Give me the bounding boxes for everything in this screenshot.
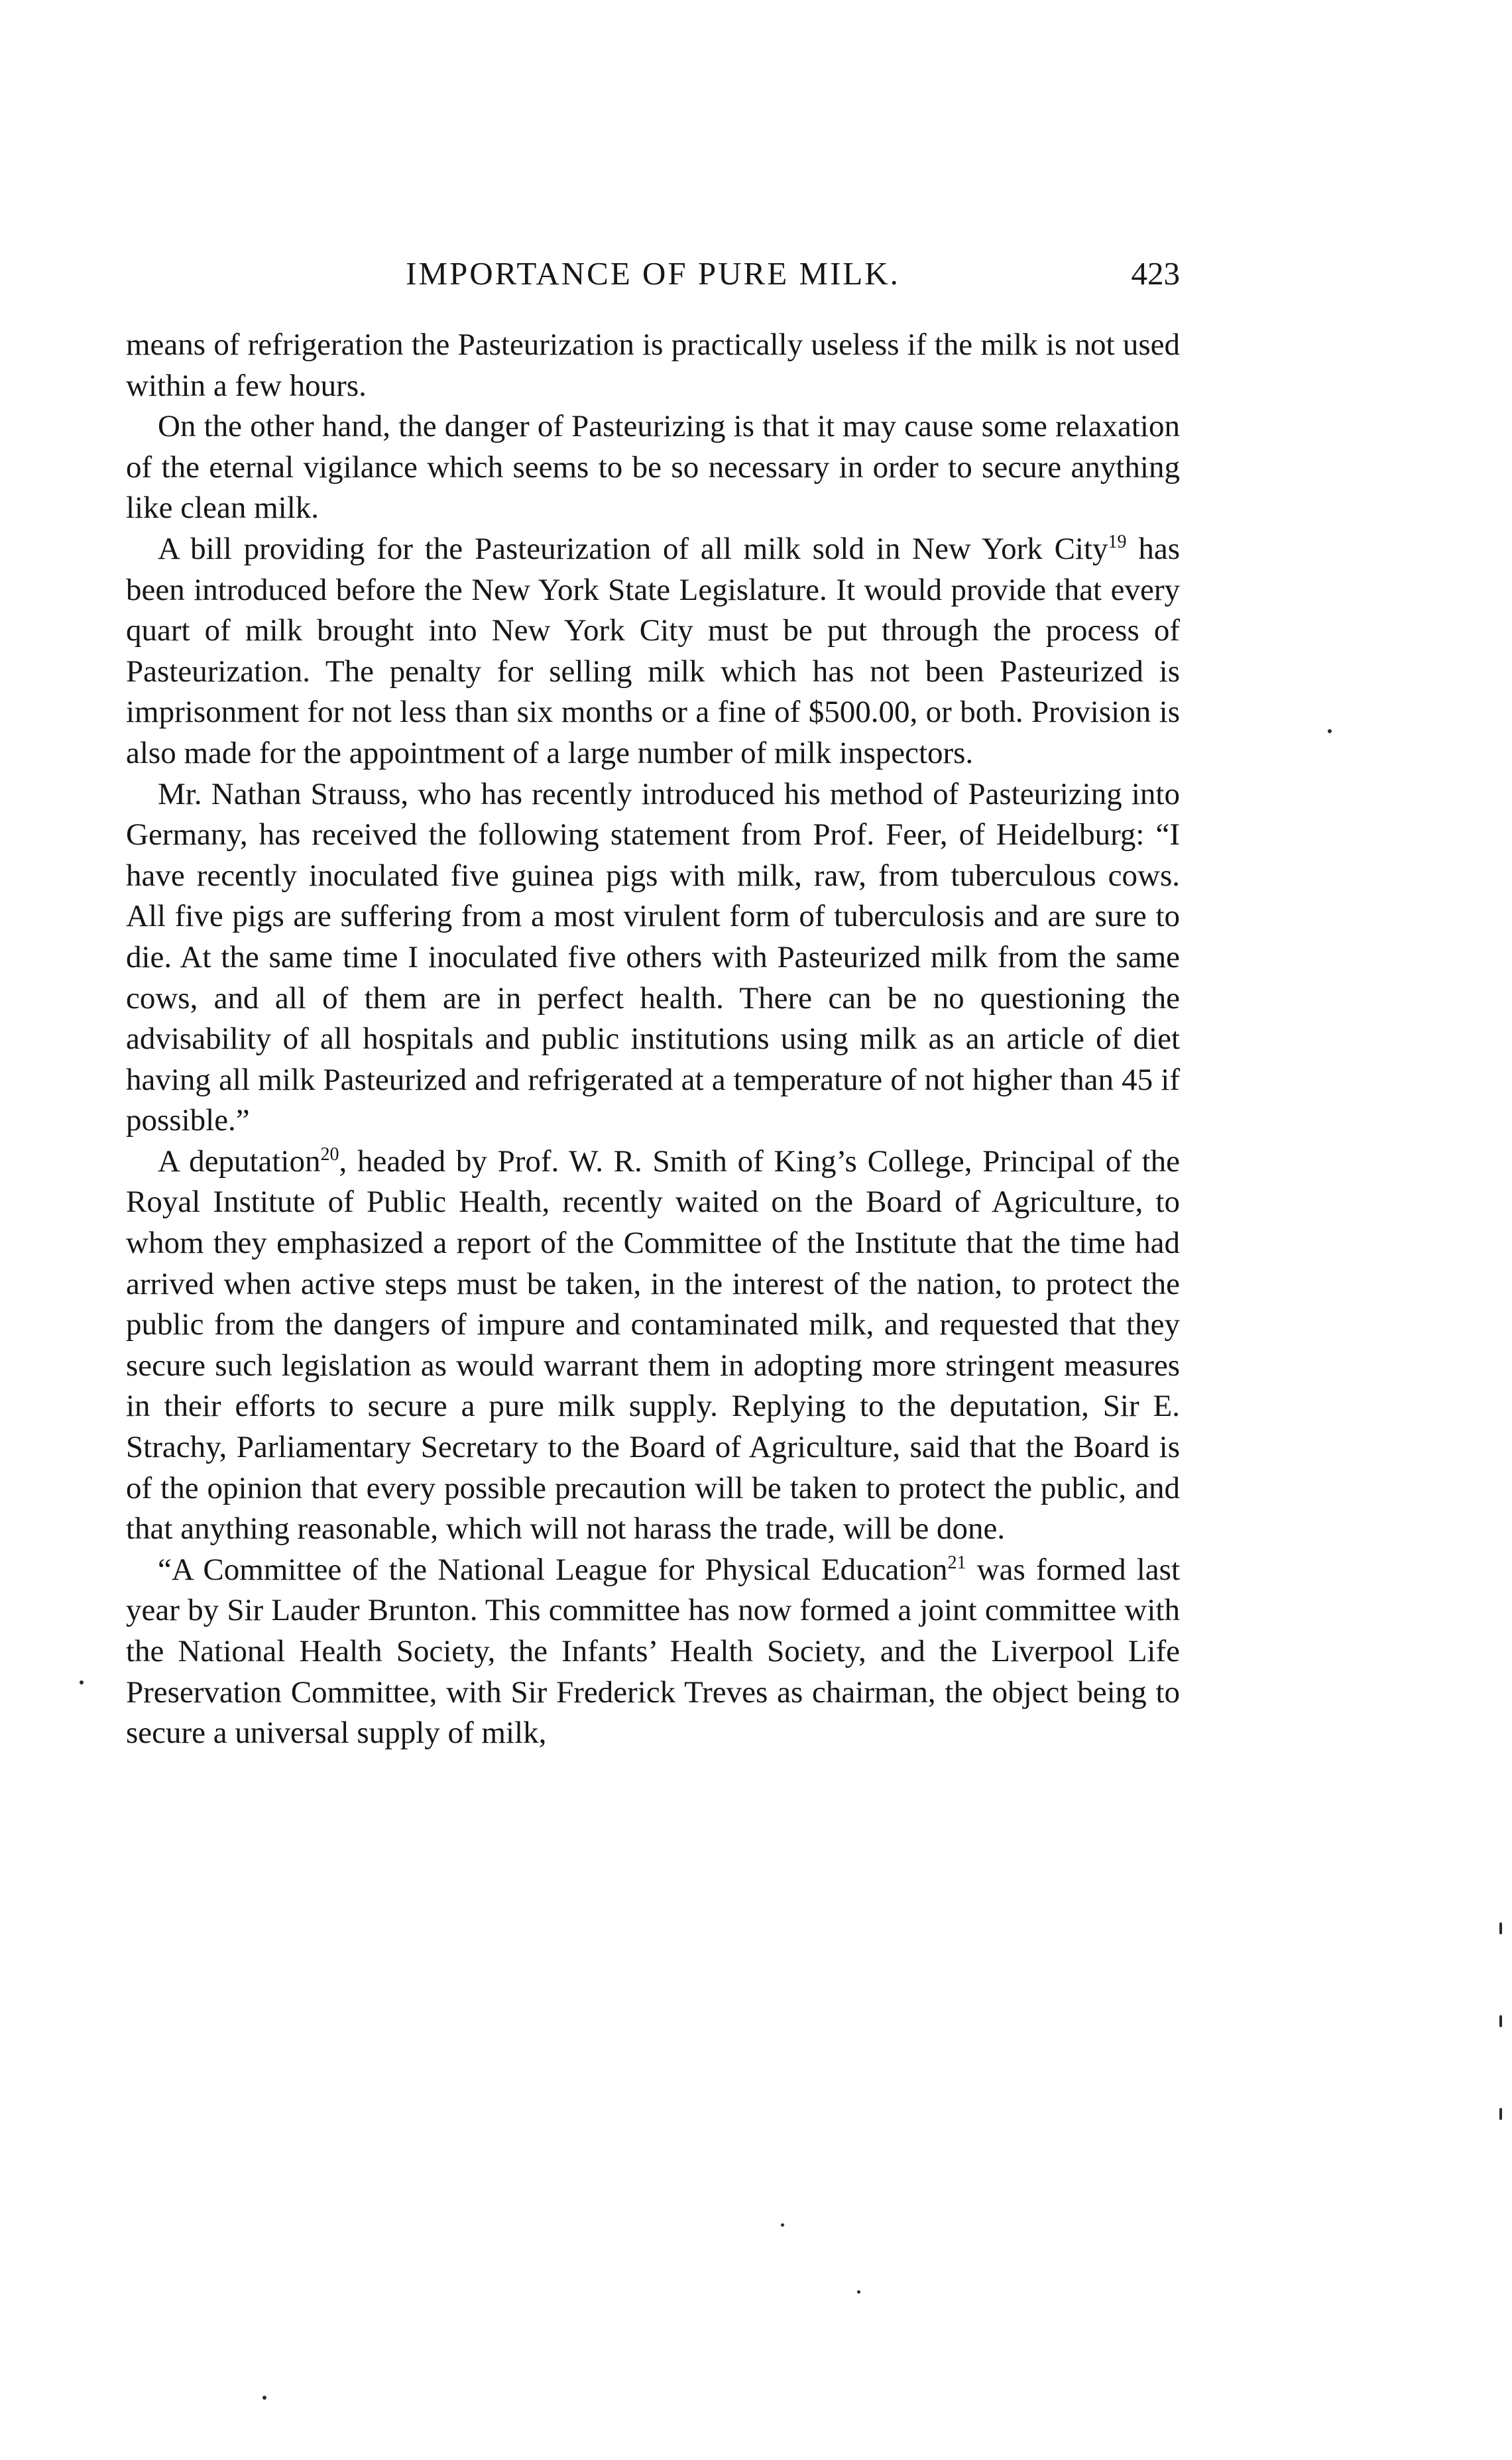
paragraph [126,325,1180,406]
footnote-reference: 20 [320,1143,339,1165]
page-header [126,251,1180,297]
scan-speck [1499,2108,1502,2120]
paragraph [126,529,1180,774]
body-text [126,325,1180,1754]
scan-speck [781,2223,784,2227]
scan-speck [1499,2015,1502,2027]
paragraph [126,1142,1180,1550]
paragraph-text: has been introduced before the New York State Legislature. It would provide that every quart of milk brought into New York City must be put through the process of Pasteurization. The penalty for selling milk which has not been Pasteurized is imprisonment for not less than six months or a fine of $500.00, or both. Provision is also made for the appointment of a large number of milk inspectors. [126,531,1180,770]
running-head: IMPORTANCE OF PURE MILK. [406,255,900,292]
paragraph-text: , headed by Prof. W. R. Smith of King’s College, Principal of the Royal Institute of Public Health, recently waited on the Board of Agriculture, to whom they emphasized a report of the Committee of the Institute that the time had arrived when active steps must be taken, in the interest of the nation, to protect the public from the dangers of impure and contaminated milk, and requested that they secure such legislation as would warrant them in adopting more stringent measures in their efforts to secure a pure milk supply. Replying to the deputation, Sir E. Strachy, Parliamentary Secretary to the Board of Agriculture, said that the Board is of the opinion that every possible precaution will be taken to protect the public, and that anything reasonable, which will not harass the trade, will be done. [126,1143,1181,1547]
scan-speck [1328,729,1332,733]
paragraph-text: A deputation [158,1143,321,1179]
paragraph [126,774,1180,1142]
paragraph-text: On the other hand, the danger of Pasteurizing is that it may cause some relaxation of the eternal vigilance which seems to be so necessary in order to secure anything like clean milk. [126,409,1180,526]
paragraph [126,406,1180,529]
page-number: 423 [1131,255,1180,292]
paragraph-text: A bill providing for the Pasteurization of all milk sold in New York City [158,531,1108,566]
paragraph-text: was formed last year by Sir Lauder Brunton. This committee has now formed a joint committee with the National Health Society, the Infants’ Health Society, and the Liverpool Life Preservation Committee, with Sir Frederick Treves as chairman, the object being to secure a universal supply of milk, [126,1552,1180,1751]
scan-speck [1499,1922,1502,1934]
paragraph-text: Mr. Nathan Strauss, who has recently introduced his method of Pasteurizing into Germany, has received the following statement from Prof. Feer, of Heidelburg: “I have recently inoculated five guinea pigs with milk, raw, from tuberculous cows. All five pigs are suffering from a most virulent form of tuberculosis and are sure to die. At the same time I inoculated five others with Pasteurized milk from the same cows, and all of them are in perfect health. There can be no questioning the advisability of all hospitals and public institutions using milk as an article of diet having all milk Pasteurized and refrigerated at a temperature of not higher than 45 if possible.” [126,776,1180,1138]
footnote-reference: 19 [1108,531,1127,552]
paragraph-text: “A Committee of the National League for Physical Education [158,1552,948,1587]
paragraph-text: means of refrigeration the Pasteurization is practically useless if the milk is not used within a few hours. [126,327,1180,403]
scan-speck [857,2290,860,2294]
paragraph [126,1550,1180,1754]
scan-speck [262,2396,266,2400]
footnote-reference: 21 [947,1552,966,1573]
scan-speck [80,1680,84,1684]
